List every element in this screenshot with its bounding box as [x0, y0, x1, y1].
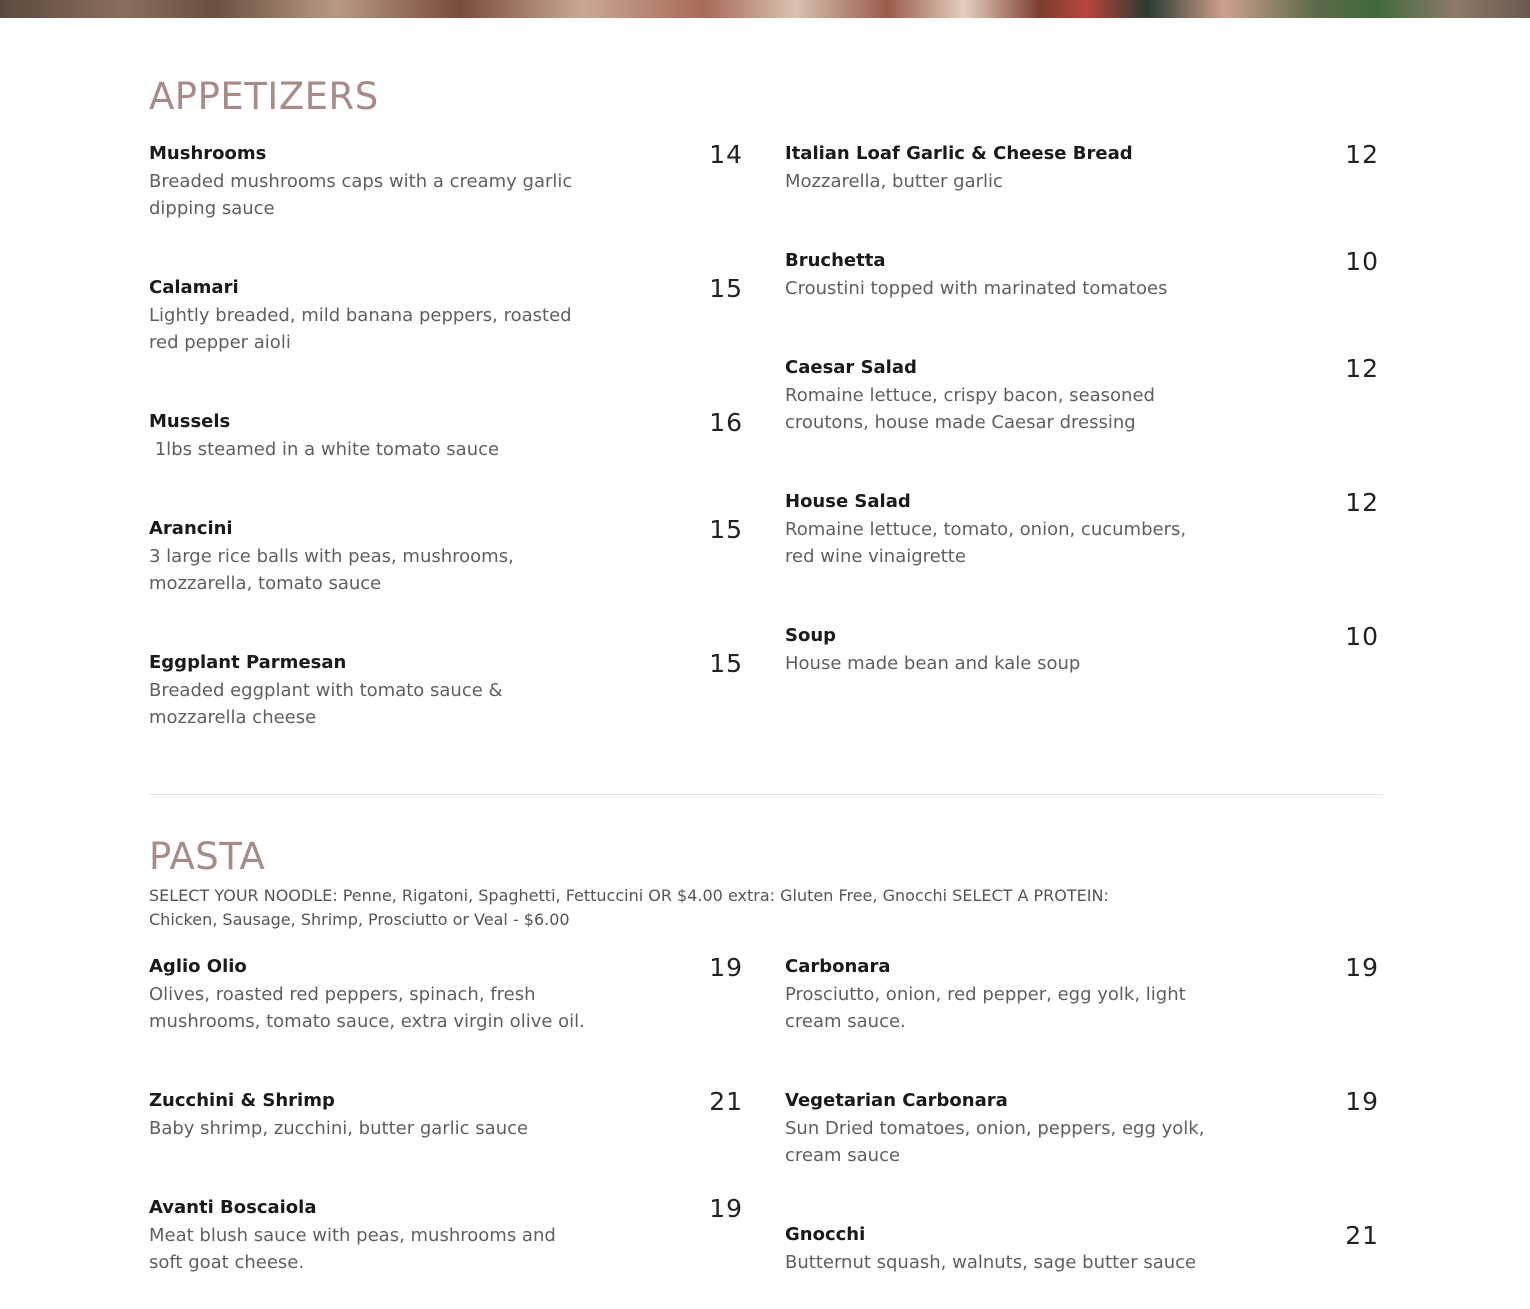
item-price: 15 [709, 649, 743, 678]
section-title-appetizers: APPETIZERS [149, 75, 379, 118]
item-price: 14 [709, 140, 743, 169]
item-description: 3 large rice balls with peas, mushrooms, mozzarella, tomato sauce [149, 546, 520, 594]
item-name: Aglio Olio [149, 956, 247, 977]
item-description: Romaine lettuce, tomato, onion, cucumbers, red wine vinaigrette [785, 519, 1192, 567]
section-title-pasta: PASTA [149, 835, 266, 878]
item-name: Mushrooms [149, 143, 267, 164]
item-price: 21 [709, 1087, 743, 1116]
item-name: Gnocchi [785, 1224, 866, 1245]
item-description: Baby shrimp, zucchini, butter garlic sauce [149, 1118, 529, 1139]
item-price: 15 [709, 274, 743, 303]
item-description: Lightly breaded, mild banana peppers, roasted red pepper aioli [149, 305, 578, 353]
item-name: Zucchini & Shrimp [149, 1090, 335, 1111]
hero-food-image [0, 0, 1530, 18]
item-price: 15 [709, 515, 743, 544]
item-name: Soup [785, 625, 837, 646]
item-price: 19 [1345, 1087, 1379, 1116]
item-price: 12 [1345, 488, 1379, 517]
item-name: Mussels [149, 411, 231, 432]
item-name: Vegetarian Carbonara [785, 1090, 1008, 1111]
item-description: Breaded mushrooms caps with a creamy garlic dipping sauce [149, 171, 579, 219]
item-description: Mozzarella, butter garlic [785, 171, 1003, 192]
item-description: 1lbs steamed in a white tomato sauce [149, 439, 500, 460]
item-name: Bruchetta [785, 250, 886, 271]
item-description: Prosciutto, onion, red pepper, egg yolk, light cream sauce. [785, 984, 1192, 1032]
item-price: 16 [709, 408, 743, 437]
item-description: Croustini topped with marinated tomatoes [785, 278, 1168, 299]
item-description: Meat blush sauce with peas, mushrooms and soft goat cheese. [149, 1225, 562, 1273]
item-price: 19 [709, 953, 743, 982]
item-price: 12 [1345, 354, 1379, 383]
item-description: House made bean and kale soup [785, 653, 1081, 674]
item-description: Romaine lettuce, crispy bacon, seasoned croutons, house made Caesar dressing [785, 385, 1161, 433]
item-name: Carbonara [785, 956, 891, 977]
item-name: Eggplant Parmesan [149, 652, 347, 673]
pasta-options-note: SELECT YOUR NOODLE: Penne, Rigatoni, Spaghetti, Fettuccini OR $4.00 extra: Gluten Free, Gnocchi SELECT A PROTEIN: Chicken, Sausage, Shrimp, Prosciutto or Veal - $6.00 [149, 886, 1109, 929]
section-divider [149, 794, 1383, 795]
item-description: Sun Dried tomatoes, onion, peppers, egg yolk, cream sauce [785, 1118, 1211, 1166]
item-description: Breaded eggplant with tomato sauce & mozzarella cheese [149, 680, 509, 728]
item-price: 10 [1345, 622, 1379, 651]
item-name: House Salad [785, 491, 911, 512]
item-price: 21 [1345, 1221, 1379, 1250]
item-description: Butternut squash, walnuts, sage butter sauce [785, 1252, 1197, 1273]
item-name: Arancini [149, 518, 233, 539]
item-price: 19 [1345, 953, 1379, 982]
item-name: Italian Loaf Garlic & Cheese Bread [785, 143, 1133, 164]
item-price: 12 [1345, 140, 1379, 169]
item-name: Caesar Salad [785, 357, 917, 378]
item-name: Calamari [149, 277, 239, 298]
item-price: 10 [1345, 247, 1379, 276]
item-description: Olives, roasted red peppers, spinach, fresh mushrooms, tomato sauce, extra virgin olive oil. [149, 984, 585, 1032]
item-price: 19 [709, 1194, 743, 1223]
item-name: Avanti Boscaiola [149, 1197, 317, 1218]
